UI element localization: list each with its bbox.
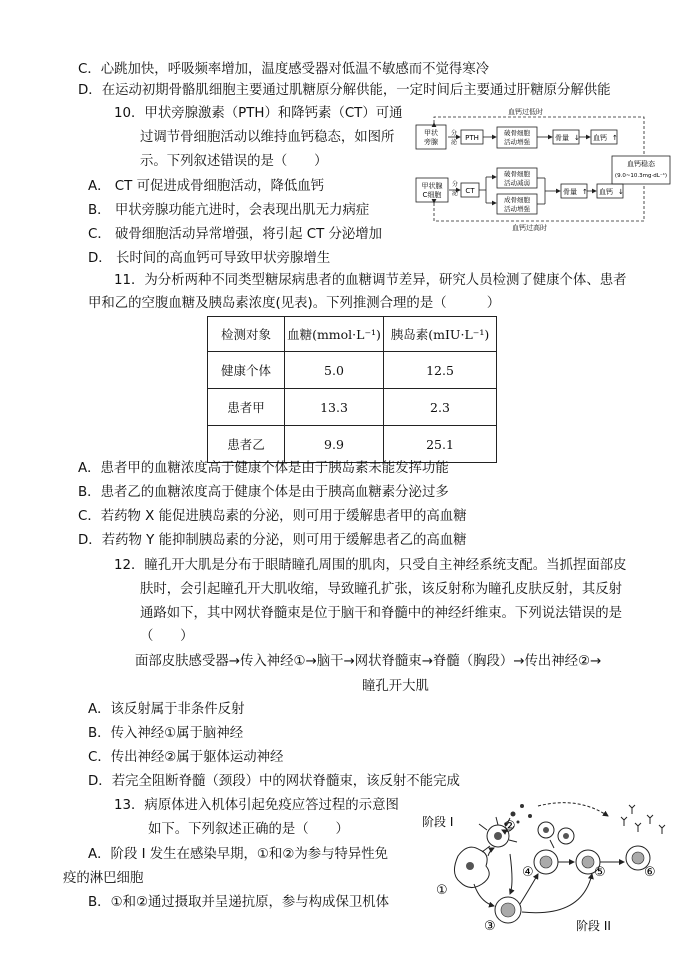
c-cell-label-2: C细胞 bbox=[422, 191, 442, 199]
calcium-regulation-diagram bbox=[412, 103, 674, 233]
label-high-calcium: 血钙过高时 bbox=[512, 224, 547, 232]
ca-up-label: 血钙 bbox=[593, 134, 607, 142]
immune-response-diagram bbox=[418, 796, 680, 936]
q12-stem-line2: 肤时，会引起瞳孔开大肌收缩，导致瞳孔扩张，该反射称为瞳孔皮肤反射，其反射 bbox=[140, 582, 623, 597]
c-cell-label-1: 甲状腺 bbox=[421, 182, 443, 190]
bone-up-label: 骨量 bbox=[563, 188, 577, 196]
q13-option-a-line1: A．阶段 I 发生在感染早期，①和②为参与特异性免 bbox=[88, 847, 389, 862]
q13-stem-line2: 如下。下列叙述正确的是（ ） bbox=[148, 822, 349, 837]
q12-option-d: D．若完全阻断脊髓（颈段）中的网状脊髓束，该反射不能完成 bbox=[88, 774, 460, 789]
table-row bbox=[208, 352, 497, 389]
q12-stem-line1: 12．瞳孔开大肌是分布于眼睛瞳孔周围的肌肉，只受自主神经系统支配。当抓捏面部皮 bbox=[114, 558, 627, 573]
ca-down-label: 血钙 bbox=[599, 188, 613, 196]
osteoclast-down-2: 活动减弱 bbox=[504, 179, 530, 187]
cell-6-number: ⑥ bbox=[644, 865, 656, 880]
table-cell: 患者甲 bbox=[208, 389, 285, 426]
q11-stem-line2: 甲和乙的空腹血糖及胰岛素浓度(见表)。下列推测合理的是（ ） bbox=[88, 296, 501, 311]
q11-option-a: A．患者甲的血糖浓度高于健康个体是由于胰岛素未能发挥功能 bbox=[78, 461, 449, 476]
svg-text:↑: ↑ bbox=[582, 188, 588, 196]
q10-stem-line3: 示。下列叙述错误的是（ ） bbox=[140, 154, 328, 169]
secrete-2b: 泌 bbox=[452, 190, 459, 197]
q13-option-b: B．①和②通过摄取并呈递抗原，参与构成保卫机体 bbox=[88, 895, 390, 910]
q10-option-d: D． 长时间的高血钙可导致甲状旁腺增生 bbox=[88, 251, 331, 266]
q11-option-b: B．患者乙的血糖浓度高于健康个体是由于胰高血糖素分泌过多 bbox=[78, 485, 449, 500]
cell-5-number: ⑤ bbox=[594, 865, 606, 880]
label-low-calcium: 血钙过低时 bbox=[508, 108, 543, 116]
q12-option-c: C．传出神经②属于躯体运动神经 bbox=[88, 750, 284, 765]
osteoblast-up-1: 成骨细胞 bbox=[504, 196, 530, 204]
osteoclast-down-1: 破骨细胞 bbox=[504, 170, 530, 178]
table-cell: 25.1 bbox=[384, 426, 497, 463]
q12-stem-line3: 通路如下，其中网状脊髓束是位于脑干和脊髓中的神经纤维束。下列说法错误的是 bbox=[140, 606, 623, 621]
cell-2-number: ② bbox=[504, 819, 516, 834]
table-cell: 12.5 bbox=[384, 352, 497, 389]
option-c-prev: C．心跳加快，呼吸频率增加，温度感受器对低温不敏感而不觉得寒冷 bbox=[78, 62, 490, 77]
parathyroid-label-1: 甲状 bbox=[424, 129, 438, 137]
q11-option-c: C．若药物 X 能促进胰岛素的分泌，则可用于缓解患者甲的高血糖 bbox=[78, 509, 467, 524]
cell-4-number: ④ bbox=[522, 865, 534, 880]
osteoclast-up-1: 破骨细胞 bbox=[504, 129, 530, 137]
svg-text:↓: ↓ bbox=[618, 188, 624, 196]
secrete-1a: 分 bbox=[451, 130, 458, 137]
table-cell: 2.3 bbox=[384, 389, 497, 426]
q10-stem-line2: 过调节骨细胞活动以维持血钙稳态，如图所 bbox=[140, 130, 395, 145]
q13-option-a-line2: 疫的淋巴细胞 bbox=[63, 871, 144, 886]
cell-3-number: ③ bbox=[484, 919, 496, 934]
option-d-prev: D．在运动初期骨骼肌细胞主要通过肌糖原分解供能，一定时间后主要通过肝糖原分解供能 bbox=[78, 83, 611, 98]
table-cell: 患者乙 bbox=[208, 426, 285, 463]
q10-stem-line1: 10．甲状旁腺激素（PTH）和降钙素（CT）可通 bbox=[114, 106, 403, 121]
table-header-row bbox=[208, 317, 497, 352]
table-cell: 13.3 bbox=[285, 389, 384, 426]
osteoclast-up-2: 活动增强 bbox=[504, 138, 530, 146]
q11-stem-line1: 11．为分析两种不同类型糖尿病患者的血糖调节差异，研究人员检测了健康个体、患者 bbox=[114, 273, 627, 288]
q12-pathway-line1: 面部皮肤感受器→传入神经①→脑干→网状脊髓束→脊髓（胸段）→传出神经②→ bbox=[135, 654, 602, 669]
q12-stem-line4: （ ） bbox=[140, 629, 194, 644]
ct-label: CT bbox=[465, 187, 475, 195]
stage-2-label: 阶段 II bbox=[576, 919, 611, 933]
table-header-cell: 检测对象 bbox=[208, 317, 285, 352]
table-cell: 9.9 bbox=[285, 426, 384, 463]
osteoblast-up-2: 活动增强 bbox=[504, 205, 530, 213]
q12-pathway-line2: 瞳孔开大肌 bbox=[362, 679, 429, 694]
stage-1-label: 阶段 I bbox=[422, 815, 454, 829]
table-cell: 5.0 bbox=[285, 352, 384, 389]
table-header-cell: 血糖(mmol·L⁻¹) bbox=[285, 317, 384, 352]
table-header-cell: 胰岛素(mIU·L⁻¹) bbox=[384, 317, 497, 352]
q12-option-a: A．该反射属于非条件反射 bbox=[88, 702, 245, 717]
q10-option-b: B． 甲状旁腺功能亢进时，会表现出肌无力病症 bbox=[88, 203, 370, 218]
homeostasis-label: 血钙稳态 bbox=[627, 160, 655, 168]
glucose-insulin-table bbox=[207, 316, 497, 463]
parathyroid-label-2: 旁腺 bbox=[424, 138, 438, 146]
table-row bbox=[208, 389, 497, 426]
bone-down-label: 骨量 bbox=[555, 134, 569, 142]
svg-text:↓: ↓ bbox=[574, 134, 580, 142]
secrete-2a: 分 bbox=[452, 181, 459, 188]
q10-option-c: C． 破骨细胞活动异常增强，将引起 CT 分泌增加 bbox=[88, 227, 383, 242]
cell-1-number: ① bbox=[436, 883, 448, 898]
homeostasis-range: (9.0~10.3mg·dL⁻¹) bbox=[614, 173, 668, 179]
secrete-1b: 泌 bbox=[451, 139, 458, 146]
svg-text:↑: ↑ bbox=[612, 134, 618, 142]
table-row bbox=[208, 426, 497, 463]
q12-option-b: B．传入神经①属于脑神经 bbox=[88, 726, 244, 741]
q10-option-a: A． CT 可促进成骨细胞活动，降低血钙 bbox=[88, 179, 325, 194]
table-cell: 健康个体 bbox=[208, 352, 285, 389]
pth-label: PTH bbox=[465, 134, 479, 142]
q11-option-d: D．若药物 Y 能抑制胰岛素的分泌，则可用于缓解患者乙的高血糖 bbox=[78, 533, 467, 548]
q13-stem-line1: 13．病原体进入机体引起免疫应答过程的示意图 bbox=[114, 798, 399, 813]
